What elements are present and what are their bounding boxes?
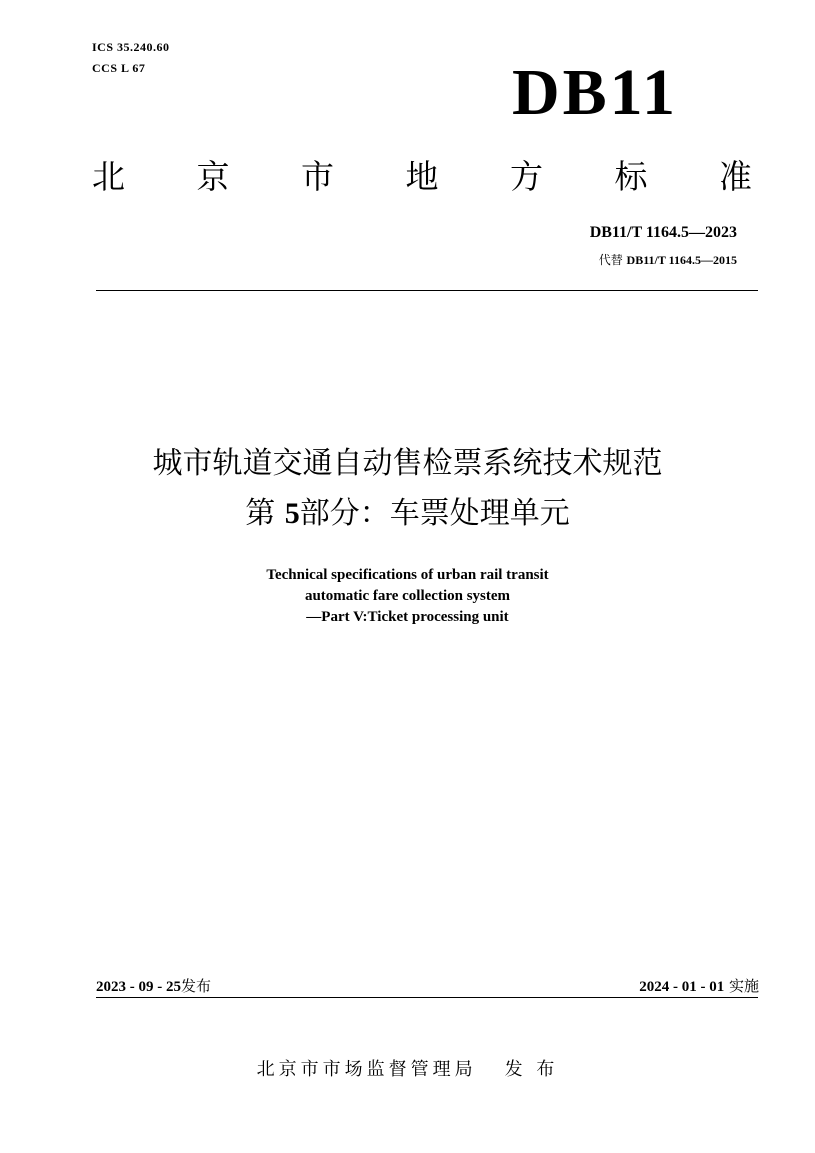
implement-date: 2024 - 01 - 01 (639, 979, 725, 995)
authority-char: 准 (719, 157, 752, 196)
top-divider (96, 290, 758, 291)
publish-label: 发布 (181, 977, 212, 995)
implement-label: 实施 (728, 977, 759, 995)
issuer-name: 北京市市场监督管理局 (256, 1059, 477, 1080)
authority-char: 标 (614, 157, 648, 196)
issuer-line (0, 1055, 815, 1081)
authority-char: 方 (510, 157, 543, 196)
publish-date-line (96, 975, 211, 996)
authority-title (92, 157, 752, 196)
title-zh-line2 (0, 496, 815, 532)
title-en-line2: automatic fare collection system (304, 588, 511, 604)
title-zh-line1: 城市轨道交通自动售检票系统技术规范 (152, 446, 663, 481)
standard-number: DB11/T 1164.5—2023 (589, 224, 737, 241)
replaces-line (599, 251, 737, 268)
title-en-line1: Technical specifications of urban rail transit (266, 567, 549, 583)
authority-char: 北 (92, 157, 125, 196)
ccs-code: CCS L 67 (92, 61, 146, 75)
title-part-number: 5 (284, 497, 300, 530)
issue-label: 发 布 (504, 1059, 559, 1080)
implement-date-line (639, 975, 759, 996)
replaces-code: DB11/T 1164.5—2015 (626, 253, 737, 267)
title-en (0, 565, 815, 628)
bottom-divider (96, 997, 758, 998)
authority-char: 市 (301, 157, 334, 196)
ics-code: ICS 35.240.60 (92, 40, 170, 54)
replaces-label: 代替 (598, 253, 623, 267)
db-logo: DB11 (512, 56, 679, 129)
title-part-prefix: 第 (245, 496, 276, 531)
title-en-line3: —Part V:Ticket processing unit (306, 609, 509, 625)
publish-date: 2023 - 09 - 25 (96, 979, 181, 995)
authority-char: 京 (196, 157, 230, 196)
authority-char: 地 (405, 157, 439, 196)
title-part-rest: 部分：车票处理单元 (299, 496, 570, 531)
